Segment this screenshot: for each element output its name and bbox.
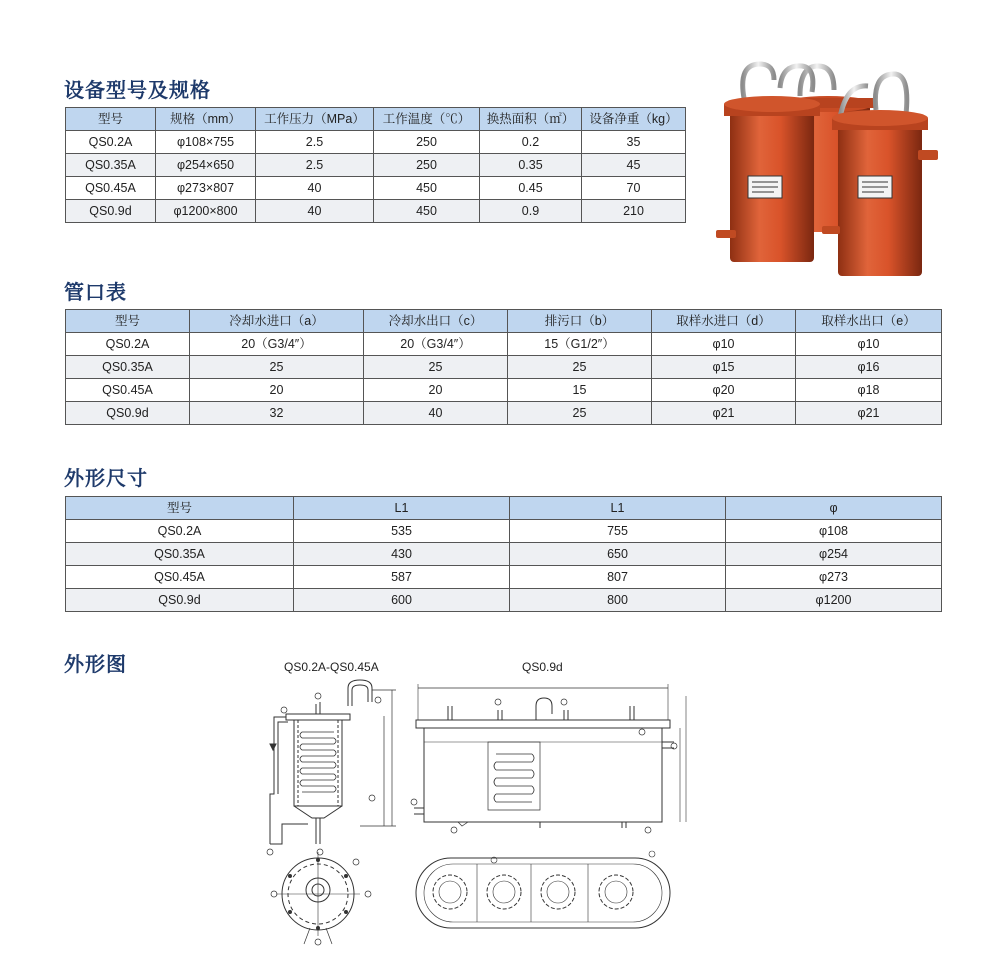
ports-table-cell: 15（G1/2″） bbox=[508, 333, 652, 356]
ports-table-cell: φ10 bbox=[652, 333, 796, 356]
ports-table-cell: 20（G3/4″） bbox=[190, 333, 364, 356]
dims-table-header-cell: φ bbox=[726, 497, 942, 520]
dims-table-cell: φ254 bbox=[726, 543, 942, 566]
dims-table-cell: φ108 bbox=[726, 520, 942, 543]
ports-table-header-cell: 冷却水进口（a） bbox=[190, 310, 364, 333]
spec-table-cell: QS0.35A bbox=[66, 154, 156, 177]
spec-table bbox=[65, 107, 686, 223]
ports-table-header-cell: 排污口（b） bbox=[508, 310, 652, 333]
spec-table-cell: QS0.2A bbox=[66, 131, 156, 154]
ports-table-row bbox=[66, 333, 942, 356]
ports-table-row bbox=[66, 402, 942, 425]
spec-table-row bbox=[66, 200, 686, 223]
ports-table-header-cell: 取样水出口（e） bbox=[796, 310, 942, 333]
drawing-right-label: QS0.9d bbox=[522, 660, 563, 674]
ports-table-cell: QS0.35A bbox=[66, 356, 190, 379]
dims-table-cell: 800 bbox=[510, 589, 726, 612]
drawing-small-model bbox=[260, 676, 400, 952]
dims-table-cell: 587 bbox=[294, 566, 510, 589]
ports-table-cell: φ10 bbox=[796, 333, 942, 356]
dims-table-cell: QS0.9d bbox=[66, 589, 294, 612]
spec-table-row bbox=[66, 177, 686, 200]
spec-table-cell: 0.2 bbox=[480, 131, 582, 154]
spec-table-header-cell: 规格（mm） bbox=[156, 108, 256, 131]
ports-table-cell: φ15 bbox=[652, 356, 796, 379]
ports-table-cell: 25 bbox=[508, 356, 652, 379]
ports-table-header-cell: 冷却水出口（c） bbox=[364, 310, 508, 333]
ports-table-cell: 32 bbox=[190, 402, 364, 425]
product-photo bbox=[708, 58, 946, 280]
spec-table-header-cell: 型号 bbox=[66, 108, 156, 131]
spec-table-cell: 210 bbox=[582, 200, 686, 223]
dims-table-cell: 650 bbox=[510, 543, 726, 566]
ports-table-cell: 25 bbox=[364, 356, 508, 379]
spec-table-cell: 2.5 bbox=[256, 154, 374, 177]
spec-table-cell: φ108×755 bbox=[156, 131, 256, 154]
ports-table-cell: φ18 bbox=[796, 379, 942, 402]
ports-table-cell: QS0.2A bbox=[66, 333, 190, 356]
spec-table-cell: 70 bbox=[582, 177, 686, 200]
spec-table-cell: QS0.9d bbox=[66, 200, 156, 223]
dims-table-cell: QS0.2A bbox=[66, 520, 294, 543]
dims-table-cell: 755 bbox=[510, 520, 726, 543]
drawing-section-title: 外形图 bbox=[64, 652, 127, 676]
spec-table-header-cell: 设备净重（kg） bbox=[582, 108, 686, 131]
spec-table-cell: 0.45 bbox=[480, 177, 582, 200]
dims-table bbox=[65, 496, 942, 612]
dims-section-title: 外形尺寸 bbox=[64, 466, 148, 490]
ports-table-cell: QS0.9d bbox=[66, 402, 190, 425]
ports-table bbox=[65, 309, 942, 425]
spec-table-row bbox=[66, 131, 686, 154]
ports-table-cell: φ21 bbox=[796, 402, 942, 425]
dims-table-cell: φ1200 bbox=[726, 589, 942, 612]
dims-table-cell: 535 bbox=[294, 520, 510, 543]
ports-table-cell: 15 bbox=[508, 379, 652, 402]
dims-table-row bbox=[66, 543, 942, 566]
spec-table-cell: 250 bbox=[374, 131, 480, 154]
dims-table-header-cell: 型号 bbox=[66, 497, 294, 520]
dims-table-cell: φ273 bbox=[726, 566, 942, 589]
spec-table-header bbox=[66, 108, 686, 131]
ports-section-title: 管口表 bbox=[64, 280, 127, 304]
ports-table-header-cell: 型号 bbox=[66, 310, 190, 333]
spec-table-cell: 0.35 bbox=[480, 154, 582, 177]
spec-table-header-cell: 工作压力（MPa） bbox=[256, 108, 374, 131]
ports-table-cell: 25 bbox=[190, 356, 364, 379]
dims-table-header-cell: L1 bbox=[510, 497, 726, 520]
ports-table-cell: φ16 bbox=[796, 356, 942, 379]
ports-table-cell: 20 bbox=[190, 379, 364, 402]
spec-table-cell: 0.9 bbox=[480, 200, 582, 223]
dims-table-cell: 430 bbox=[294, 543, 510, 566]
spec-table-cell: QS0.45A bbox=[66, 177, 156, 200]
spec-table-cell: 35 bbox=[582, 131, 686, 154]
ports-table-header-cell: 取样水进口（d） bbox=[652, 310, 796, 333]
spec-table-header-cell: 换热面积（㎡） bbox=[480, 108, 582, 131]
ports-table-cell: 20（G3/4″） bbox=[364, 333, 508, 356]
spec-table-cell: φ254×650 bbox=[156, 154, 256, 177]
ports-table-row bbox=[66, 379, 942, 402]
drawing-large-model bbox=[402, 676, 692, 946]
spec-table-row bbox=[66, 154, 686, 177]
ports-table-cell: 20 bbox=[364, 379, 508, 402]
spec-table-cell: φ1200×800 bbox=[156, 200, 256, 223]
spec-table-header-cell: 工作温度（℃） bbox=[374, 108, 480, 131]
ports-table-cell: 25 bbox=[508, 402, 652, 425]
dims-table-header-cell: L1 bbox=[294, 497, 510, 520]
dims-table-cell: 807 bbox=[510, 566, 726, 589]
ports-table-row bbox=[66, 356, 942, 379]
drawing-left-label: QS0.2A-QS0.45A bbox=[284, 660, 379, 674]
ports-table-cell: φ21 bbox=[652, 402, 796, 425]
ports-table-cell: QS0.45A bbox=[66, 379, 190, 402]
spec-table-cell: 250 bbox=[374, 154, 480, 177]
spec-table-cell: 450 bbox=[374, 200, 480, 223]
dims-table-cell: QS0.35A bbox=[66, 543, 294, 566]
spec-table-cell: 2.5 bbox=[256, 131, 374, 154]
dims-table-header bbox=[66, 497, 942, 520]
spec-table-cell: 40 bbox=[256, 200, 374, 223]
spec-table-cell: φ273×807 bbox=[156, 177, 256, 200]
ports-table-cell: 40 bbox=[364, 402, 508, 425]
dims-table-row bbox=[66, 520, 942, 543]
spec-table-cell: 45 bbox=[582, 154, 686, 177]
spec-table-cell: 450 bbox=[374, 177, 480, 200]
ports-table-header bbox=[66, 310, 942, 333]
dims-table-row bbox=[66, 566, 942, 589]
dims-table-cell: QS0.45A bbox=[66, 566, 294, 589]
spec-table-cell: 40 bbox=[256, 177, 374, 200]
dims-table-cell: 600 bbox=[294, 589, 510, 612]
dims-table-row bbox=[66, 589, 942, 612]
spec-section-title: 设备型号及规格 bbox=[64, 78, 211, 102]
ports-table-cell: φ20 bbox=[652, 379, 796, 402]
